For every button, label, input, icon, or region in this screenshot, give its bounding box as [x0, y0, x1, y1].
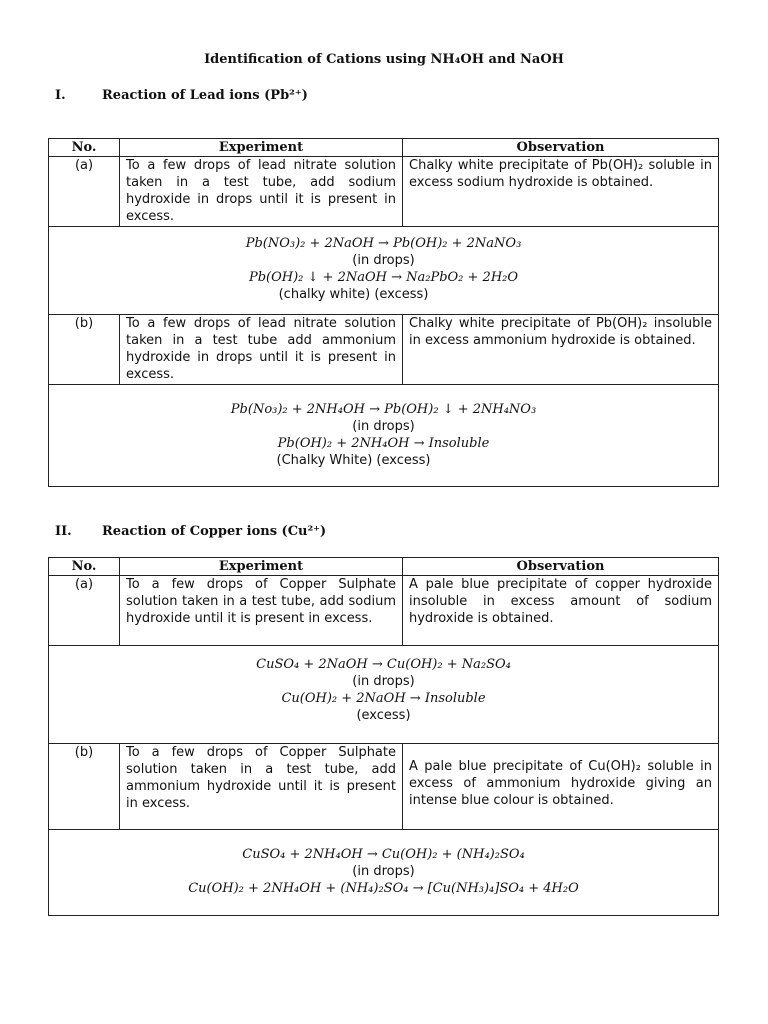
equation-line: Pb(OH)₂ ↓ + 2NaOH → Na₂PbO₂ + 2H₂O: [248, 270, 519, 285]
equation-row: [49, 385, 719, 487]
equation-note: (in drops): [352, 864, 415, 879]
table-row: [49, 744, 719, 830]
equation-line: Pb(No₃)₂ + 2NH₄OH → Pb(OH)₂ ↓ + 2NH₄NO₃: [230, 402, 537, 417]
section-number: I.: [55, 88, 66, 103]
section-heading-lead: [55, 88, 308, 103]
section-title: Reaction of Lead ions (Pb²⁺): [102, 88, 308, 103]
lead-ions-table: [48, 138, 719, 487]
equation-note: (chalky white) (excess): [278, 287, 429, 302]
equation-cell: [49, 227, 719, 315]
equation-note: (Chalky White) (excess): [276, 453, 431, 468]
equation-note: (in drops): [352, 253, 415, 268]
equation-note: (in drops): [352, 419, 415, 434]
equation-cell: [49, 385, 719, 487]
equation-line: Cu(OH)₂ + 2NH₄OH + (NH₄)₂SO₄ → [Cu(NH₃)₄]SO₄ + 4H₂O: [188, 881, 579, 896]
equation-line: Pb(OH)₂ + 2NH₄OH → Insoluble: [277, 436, 490, 451]
observation-text: Chalky white precipitate of Pb(OH)₂ soluble in excess sodium hydroxide is obtained.: [403, 157, 719, 227]
observation-text: A pale blue precipitate of copper hydroxide insoluble in excess amount of sodium hydroxide is obtained.: [403, 576, 719, 646]
experiment-text: To a few drops of lead nitrate solution taken in a test tube add ammonium hydroxide in drops until it is present in excess.: [120, 315, 403, 385]
observation-text: Chalky white precipitate of Pb(OH)₂ insoluble in excess ammonium hydroxide is obtained.: [403, 315, 719, 385]
equation-row: [49, 227, 719, 315]
observation-text: A pale blue precipitate of Cu(OH)₂ soluble in excess of ammonium hydroxide giving an intense blue colour is obtained.: [403, 744, 719, 830]
table-header-row: [49, 558, 719, 576]
copper-ions-table: [48, 557, 719, 916]
header-observation: Observation: [403, 558, 719, 576]
row-number: (a): [49, 576, 120, 646]
table-row: [49, 157, 719, 227]
equation-line: Cu(OH)₂ + 2NaOH → Insoluble: [281, 691, 486, 706]
section-heading-copper: [55, 524, 326, 539]
equation-note: (excess): [356, 708, 411, 723]
header-observation: Observation: [403, 139, 719, 157]
header-experiment: Experiment: [120, 558, 403, 576]
row-number: (a): [49, 157, 120, 227]
table-row: [49, 315, 719, 385]
section-number: II.: [55, 524, 72, 539]
document-title: Identification of Cations using NH₄OH and NaOH: [204, 52, 564, 67]
equation-line: CuSO₄ + 2NaOH → Cu(OH)₂ + Na₂SO₄: [256, 657, 511, 672]
equation-row: [49, 830, 719, 916]
header-experiment: Experiment: [120, 139, 403, 157]
experiment-text: To a few drops of Copper Sulphate solution taken in a test tube, add ammonium hydroxide until it is present in excess.: [120, 744, 403, 830]
equation-note: (in drops): [352, 674, 415, 689]
header-no: No.: [49, 558, 120, 576]
equation-cell: [49, 830, 719, 916]
experiment-text: To a few drops of lead nitrate solution taken in a test tube, add sodium hydroxide in drops until it is present in excess.: [120, 157, 403, 227]
row-number: (b): [49, 744, 120, 830]
table-row: [49, 576, 719, 646]
header-no: No.: [49, 139, 120, 157]
experiment-text: To a few drops of Copper Sulphate solution taken in a test tube, add sodium hydroxide until it is present in excess.: [120, 576, 403, 646]
section-title: Reaction of Copper ions (Cu²⁺): [102, 524, 327, 539]
equation-cell: [49, 646, 719, 744]
equation-line: Pb(NO₃)₂ + 2NaOH → Pb(OH)₂ + 2NaNO₃: [245, 236, 522, 251]
equation-row: [49, 646, 719, 744]
equation-line: CuSO₄ + 2NH₄OH → Cu(OH)₂ + (NH₄)₂SO₄: [242, 847, 525, 862]
table-header-row: [49, 139, 719, 157]
row-number: (b): [49, 315, 120, 385]
